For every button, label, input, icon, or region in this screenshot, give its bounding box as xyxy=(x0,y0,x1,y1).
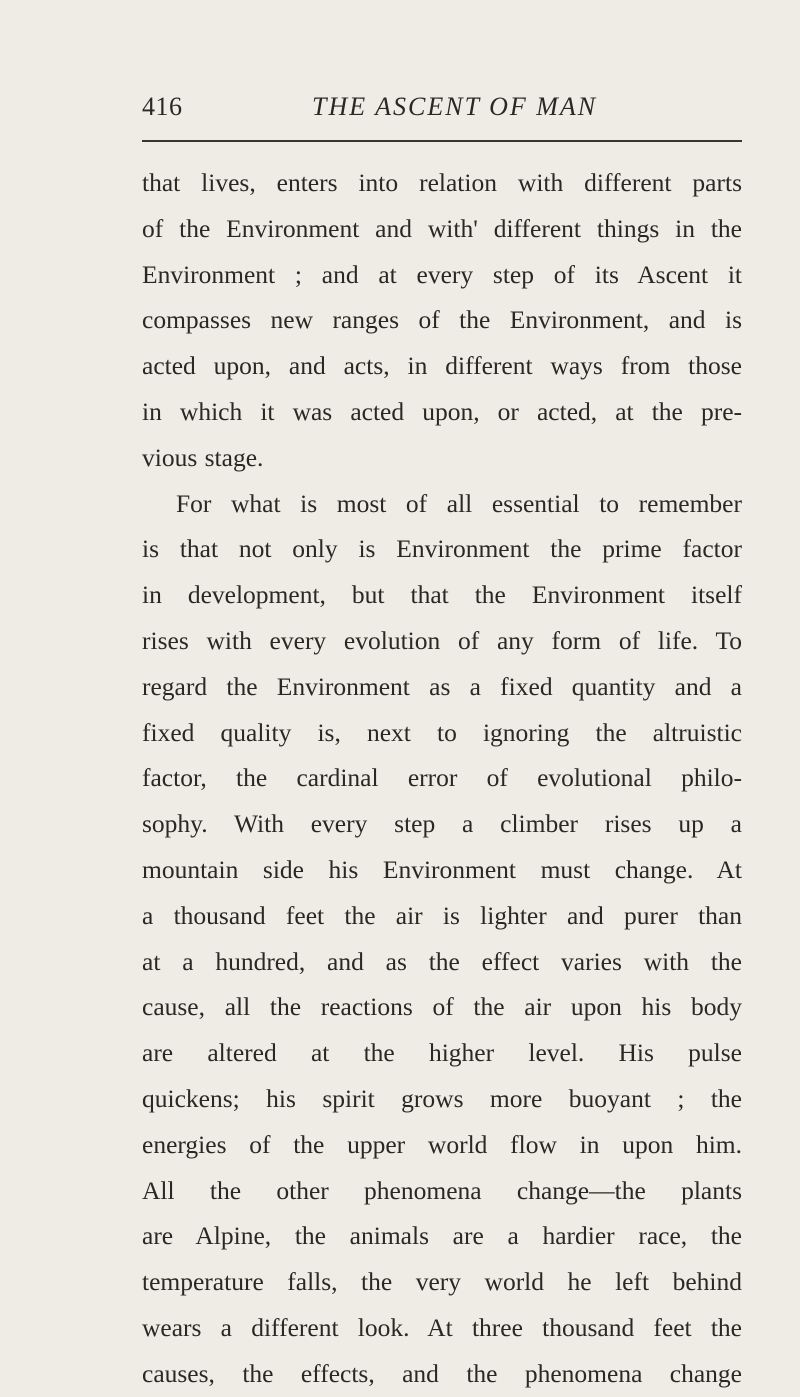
text-line: of the Environment and with' different things in the xyxy=(142,213,742,243)
text-line: vious stage. xyxy=(142,442,264,472)
text-line: acted upon, and acts, in different ways from those xyxy=(142,351,742,381)
header-rule xyxy=(142,140,742,142)
text-line: wears a different look. At three thousand feet the xyxy=(142,1312,742,1342)
text-line: sophy. With every step a climber rises up a xyxy=(142,809,742,839)
text-line: is that not only is Environment the prime factor xyxy=(142,534,742,564)
text-line: that lives, enters into relation with different parts xyxy=(142,168,742,197)
text-line: quickens; his spirit grows more buoyant ; the xyxy=(142,1083,742,1113)
text-line: compasses new ranges of the Environment, and is xyxy=(142,305,742,335)
page-header xyxy=(142,92,742,132)
text-line: are altered at the higher level. His pulse xyxy=(142,1038,742,1068)
text-line: temperature falls, the very world he left behind xyxy=(142,1267,742,1297)
text-line: factor, the cardinal error of evolutional philo- xyxy=(142,763,742,793)
text-line: For what is most of all essential to remember xyxy=(176,488,742,518)
text-line: rises with every evolution of any form of life. To xyxy=(142,625,742,655)
page-number: 416 xyxy=(142,92,183,121)
text-line: mountain side his Environment must change. At xyxy=(142,854,742,884)
text-line: a thousand feet the air is lighter and purer than xyxy=(142,900,742,930)
text-line: in development, but that the Environment itself xyxy=(142,580,742,610)
running-head: THE ASCENT OF MAN xyxy=(312,92,598,121)
text-line: in which it was acted upon, or acted, at the pre- xyxy=(142,396,742,426)
text-line: at a hundred, and as the effect varies with the xyxy=(142,946,742,976)
text-line: energies of the upper world flow in upon him. xyxy=(142,1129,742,1159)
text-line: Environment ; and at every step of its Ascent it xyxy=(142,259,742,289)
text-line: causes, the effects, and the phenomena change xyxy=(142,1358,742,1388)
text-line: regard the Environment as a fixed quantity and a xyxy=(142,671,742,701)
text-line: cause, all the reactions of the air upon his body xyxy=(142,992,742,1022)
body-text xyxy=(142,160,742,1397)
text-line: All the other phenomena change—the plants xyxy=(142,1175,742,1205)
text-line: are Alpine, the animals are a hardier race, the xyxy=(142,1221,742,1251)
text-line: fixed quality is, next to ignoring the altruistic xyxy=(142,717,742,747)
